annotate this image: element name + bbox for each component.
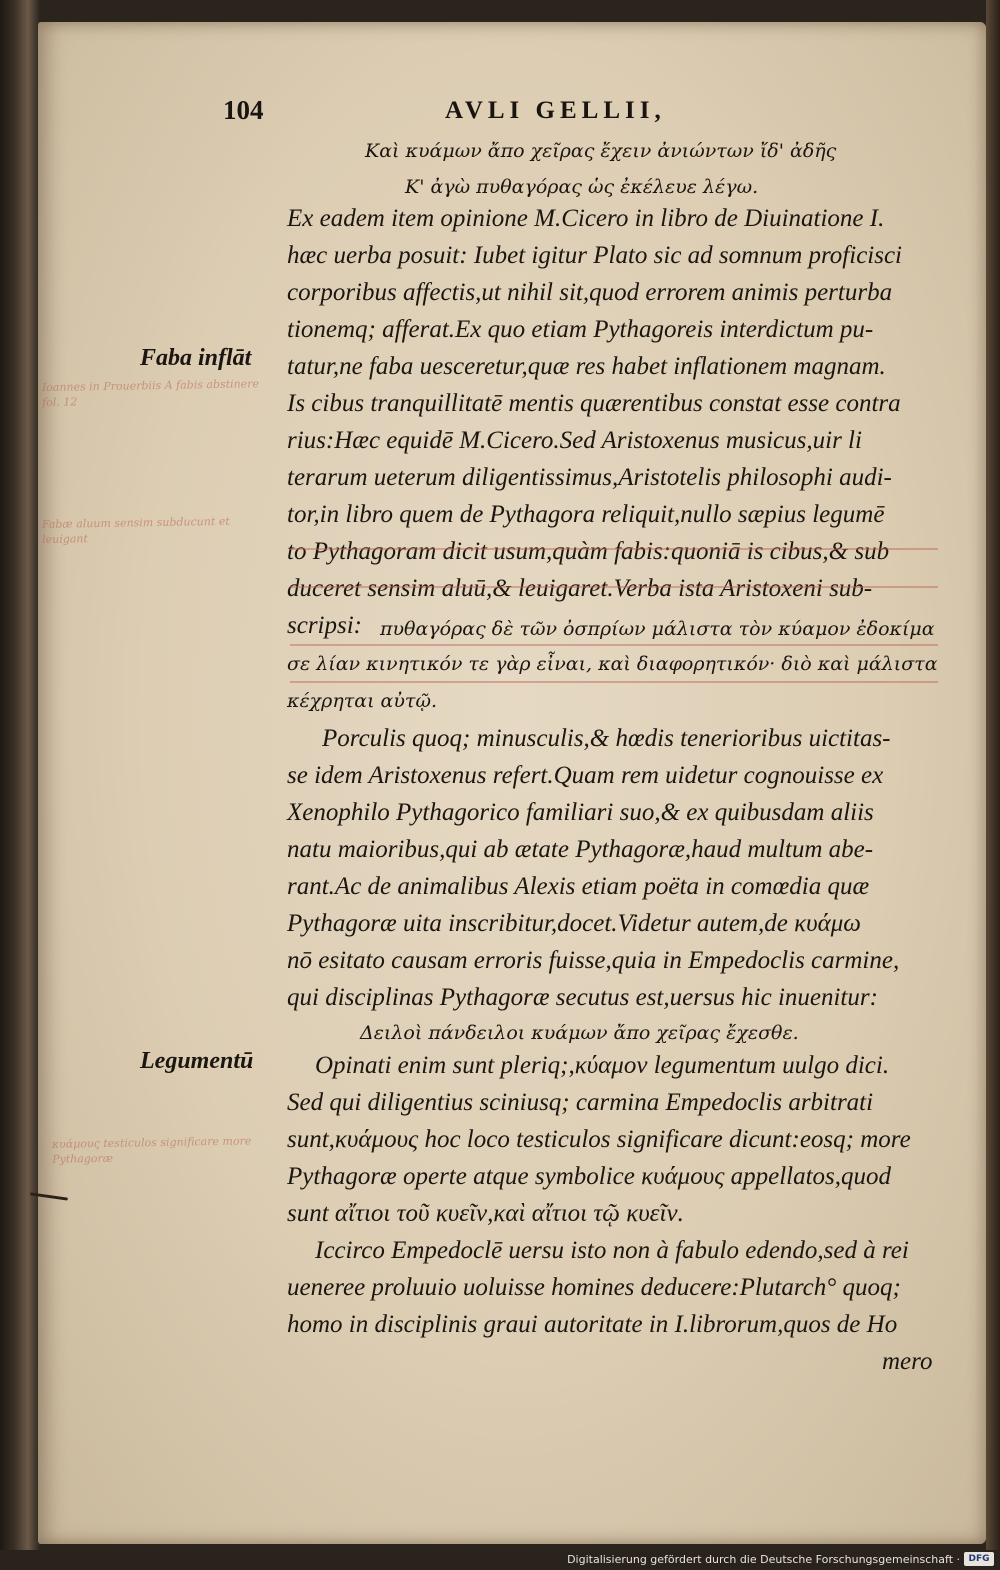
- catchword: mero: [882, 1348, 933, 1375]
- greek-line: κέχρηται αὐτῷ.: [287, 690, 437, 712]
- text-line: Xenophilo Pythagorico familiari suo,& ex quibusdam aliis: [287, 799, 874, 826]
- text-line: tionemq; afferat.Ex quo etiam Pythagoreis interdictum pu-: [287, 316, 874, 343]
- text-line: qui disciplinas Pythagoræ secutus est,uersus hic inuenitur:: [287, 984, 878, 1011]
- text-line: corporibus affectis,ut nihil sit,quod errorem animis perturba: [287, 279, 893, 306]
- greek-verse: Δειλοὶ πάνδειλοι κυάμων ἄπο χεῖρας ἔχεσθε.: [360, 1022, 799, 1044]
- footer-credit: Digitalisierung gefördert durch die Deutsche Forschungsgemeinschaft ·: [567, 1553, 960, 1566]
- text-line: ueneree proluuio uoluisse homines deducere:Plutarch° quoq;: [287, 1274, 901, 1301]
- text-line: tatur,ne faba uesceretur,quæ res habet inflationem magnam.: [287, 353, 886, 380]
- text-line: se idem Aristoxenus refert.Quam rem uidetur cognouisse ex: [287, 762, 884, 789]
- text-line: nō esitato causam erroris fuisse,quia in Empedoclis carmine,: [287, 947, 900, 974]
- text-line: duceret sensim aluū,& leuigaret.Verba ista Aristoxeni sub-: [287, 575, 873, 602]
- greek-line: πυθαγόρας δὲ τῶν ὀσπρίων μάλιστα τὸν κύαμον ἐδοκίμα: [380, 618, 935, 640]
- text-line: Porculis quoq; minusculis,& hœdis tenerioribus uictitas-: [322, 725, 891, 752]
- text-line: terarum ueterum diligentissimus,Aristotelis philosophi audi-: [287, 464, 892, 491]
- page-edge: [986, 0, 1000, 1570]
- text-line: Iccirco Empedoclē uersu isto non à fabulo edendo,sed à rei: [315, 1237, 909, 1264]
- folio-number: 104: [223, 95, 264, 125]
- page-header: [0, 95, 1000, 135]
- greek-line: Καὶ κυάμων ἄπο χεῖρας ἔχειν ἀνιώντων ἴδ' ἀδῆς: [365, 140, 837, 162]
- footer-bar: [0, 1550, 1000, 1570]
- margin-note-faba: Faba inflāt: [140, 345, 252, 371]
- text-line: rius:Hæc equidē M.Cicero.Sed Aristoxenus musicus,uir li: [287, 427, 862, 454]
- text-line: Sed qui diligentius sciniusq; carmina Empedoclis arbitrati: [287, 1089, 874, 1116]
- manuscript-note: κυάμους testiculos significare more Pythagoræ: [51, 1134, 252, 1166]
- text-line: rant.Ac de animalibus Alexis etiam poëta in comœdia quæ: [287, 873, 870, 900]
- manuscript-note: Fabæ aluum sensim subducunt et leuigant: [41, 514, 230, 547]
- text-line: Ex eadem item opinione M.Cicero in libro de Diuinatione I.: [287, 205, 885, 232]
- manuscript-underline: [290, 644, 938, 646]
- manuscript-underline: [290, 681, 938, 683]
- text-line: scripsi:: [287, 612, 362, 639]
- text-line: Pythagoræ uita inscribitur,docet.Videtur autem,de κυάμω: [287, 910, 861, 937]
- greek-line: Κ' ἀγὼ πυθαγόρας ὡς ἐκέλευε λέγω.: [405, 176, 759, 198]
- running-title: AVLI GELLII,: [445, 97, 666, 124]
- manuscript-underline: [290, 586, 938, 588]
- margin-note-legumentum: Legumentū: [140, 1048, 254, 1074]
- text-line: homo in disciplinis graui autoritate in I.librorum,quos de Ho: [287, 1311, 898, 1338]
- text-line: to Pythagoram dicit usum,quàm fabis:quoniā is cibus,& sub: [287, 538, 890, 565]
- text-line: Is cibus tranquillitatē mentis quærentibus constat esse contra: [287, 390, 901, 417]
- text-line: hæc uerba posuit: Iubet igitur Plato sic ad somnum proficisci: [287, 242, 903, 269]
- manuscript-underline: [290, 548, 938, 550]
- text-line: tor,in libro quem de Pythagora reliquit,nullo sæpius legumē: [287, 501, 885, 528]
- text-line: Opinati enim sunt pleriq;,κύαμον legumentum uulgo dici.: [315, 1052, 890, 1079]
- greek-line: σε λίαν κινητικόν τε γὰρ εἶναι, καὶ διαφορητικόν· διὸ καὶ μάλιστα: [287, 653, 938, 675]
- text-line: sunt,κυάμους hoc loco testiculos significare dicunt:eosq; more: [287, 1126, 911, 1153]
- dfg-logo-icon: DFG: [964, 1552, 994, 1566]
- text-line: sunt αἴτιοι τοῦ κυεῖν,καὶ αἴτιοι τῷ κυεῖν.: [287, 1200, 684, 1227]
- text-line: Pythagoræ operte atque symbolice κυάμους appellatos,quod: [287, 1163, 892, 1190]
- text-line: natu maioribus,qui ab ætate Pythagoræ,haud multum abe-: [287, 836, 874, 863]
- manuscript-note: Ioannes in Prouerbiis A fabis abstinere fol. 12: [41, 377, 260, 410]
